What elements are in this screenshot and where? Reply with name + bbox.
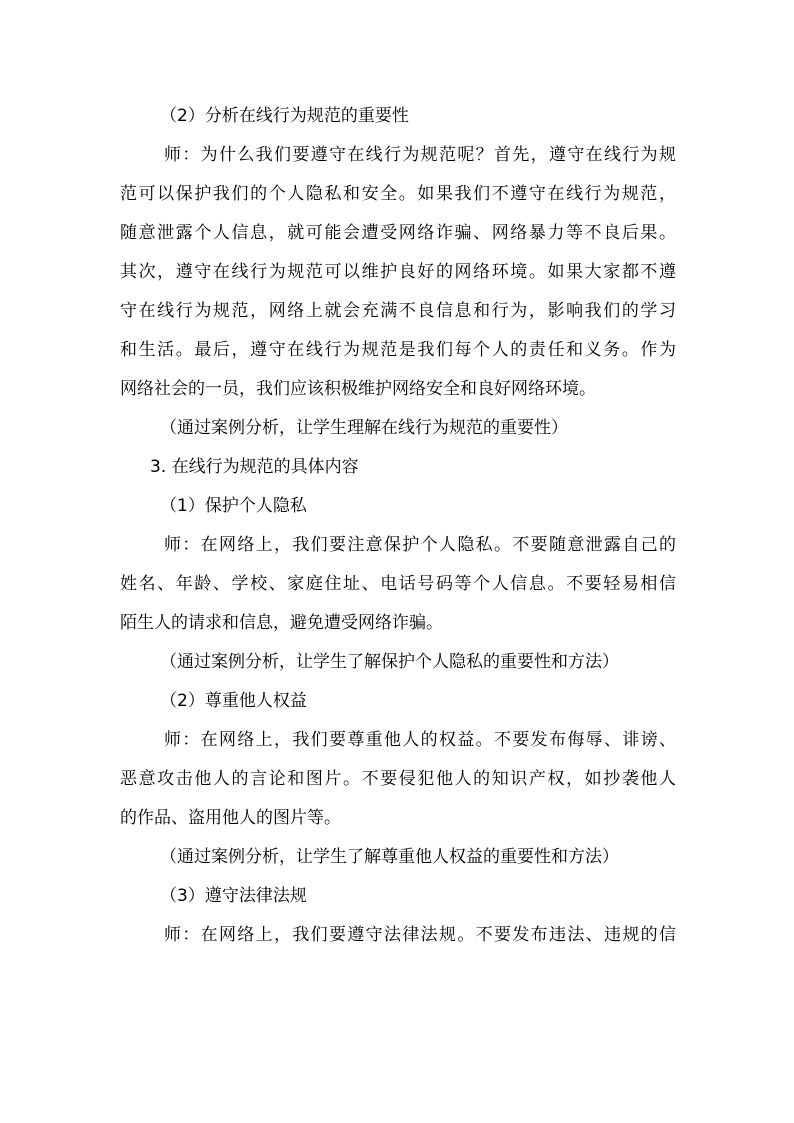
- paragraph-line: 随意泄露个人信息，就可能会遭受网络诈骗、网络暴力等不良后果。: [120, 223, 676, 243]
- section-heading: 3. 在线行为规范的具体内容: [150, 457, 359, 477]
- subheading-importance: （2）分析在线行为规范的重要性: [160, 106, 409, 126]
- paragraph-line: 网络社会的一员，我们应该积极维护网络安全和良好网络环境。: [120, 379, 596, 399]
- paragraph-line: 和生活。最后，遵守在线行为规范是我们每个人的责任和义务。作为: [120, 340, 676, 360]
- subheading-law: （3）遵守法律法规: [160, 886, 307, 906]
- paragraph-line: 师：在网络上，我们要尊重他人的权益。不要发布侮辱、诽谤、: [164, 730, 676, 750]
- paragraph-line: 姓名、年龄、学校、家庭住址、电话号码等个人信息。不要轻易相信: [120, 574, 676, 594]
- paragraph-line: 陌生人的请求和信息，避免遭受网络诈骗。: [120, 613, 443, 633]
- paragraph-line: 其次，遵守在线行为规范可以维护良好的网络环境。如果大家都不遵: [120, 262, 676, 282]
- note-line: （通过案例分析，让学生理解在线行为规范的重要性）: [160, 418, 568, 438]
- document-page: [120, 97, 676, 955]
- note-line: （通过案例分析，让学生了解尊重他人权益的重要性和方法）: [160, 847, 619, 867]
- paragraph-line: 恶意攻击他人的言论和图片。不要侵犯他人的知识产权，如抄袭他人: [120, 769, 676, 789]
- paragraph-line: 守在线行为规范，网络上就会充满不良信息和行为，影响我们的学习: [120, 301, 676, 321]
- subheading-respect: （2）尊重他人权益: [160, 691, 307, 711]
- paragraph-line: 师：在网络上，我们要注意保护个人隐私。不要随意泄露自己的: [164, 535, 676, 555]
- paragraph-line: 范可以保护我们的个人隐私和安全。如果我们不遵守在线行为规范，: [120, 184, 676, 204]
- note-line: （通过案例分析，让学生了解保护个人隐私的重要性和方法）: [160, 652, 619, 672]
- paragraph-line: 的作品、盗用他人的图片等。: [120, 808, 341, 828]
- paragraph-line: 师：为什么我们要遵守在线行为规范呢？首先，遵守在线行为规: [164, 145, 676, 165]
- paragraph-line: 师：在网络上，我们要遵守法律法规。不要发布违法、违规的信: [164, 925, 676, 945]
- subheading-privacy: （1）保护个人隐私: [160, 496, 307, 516]
